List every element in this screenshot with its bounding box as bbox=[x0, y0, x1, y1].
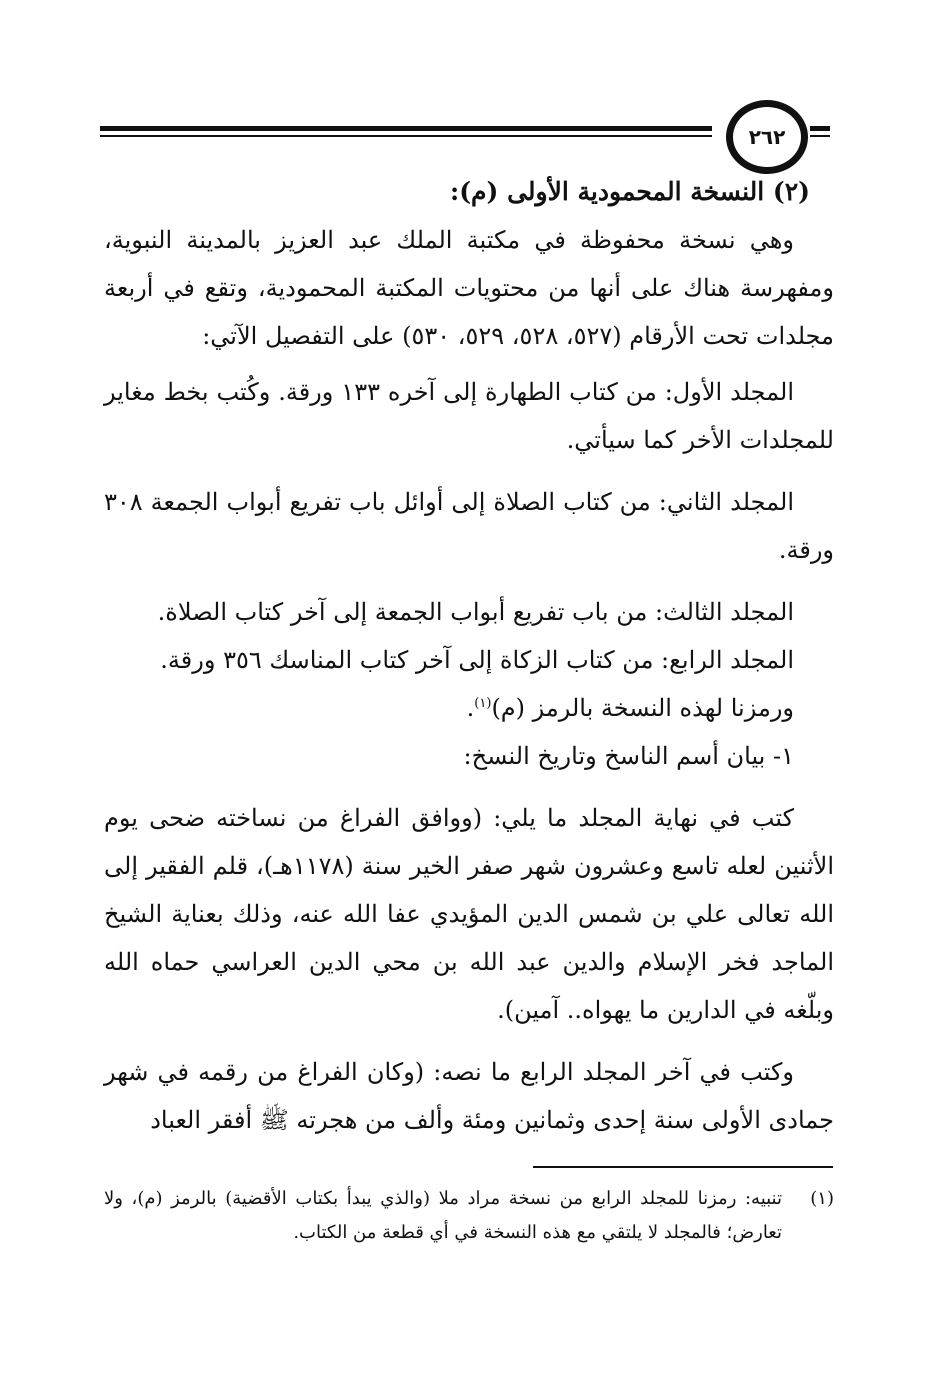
paragraph-volume-3: المجلد الثالث: من باب تفريع أبواب الجمعة إلى آخر كتاب الصلاة. bbox=[157, 598, 794, 626]
footnote-number: (١) bbox=[810, 1188, 834, 1209]
subheading-copyist: ١- بيان أسم الناسخ وتاريخ النسخ: bbox=[463, 742, 794, 770]
footnote-reference: (١) bbox=[474, 696, 492, 711]
footnote-text: تنبيه: رمزنا للمجلد الرابع من نسخة مراد ملا (والذي يبدأ بكتاب الأقضية) بالرمز (م)، ولا تعارض؛ فالمجلد لا يلتقي مع هذه النسخة في أي قطعة من الكتاب. bbox=[104, 1188, 782, 1243]
symbol-line-end: . bbox=[466, 694, 475, 722]
paragraph-volume-2: المجلد الثاني: من كتاب الصلاة إلى أوائل باب تفريع أبواب الجمعة ٣٠٨ ورقة. bbox=[104, 488, 834, 564]
footnote-item bbox=[104, 1182, 834, 1250]
page-number: ٢٦٢ bbox=[748, 125, 786, 149]
header-rule-thin bbox=[100, 135, 712, 137]
main-text bbox=[104, 168, 834, 1144]
paragraph-volume-1: المجلد الأول: من كتاب الطهارة إلى آخره ١٣٣ ورقة. وكُتب بخط مغاير للمجلدات الأخر كما سيأتي. bbox=[104, 378, 834, 454]
section-title: (٢) النسخة المحمودية الأولى (م): bbox=[450, 177, 810, 206]
paragraph-description: وهي نسخة محفوظة في مكتبة الملك عبد العزيز بالمدينة النبوية، ومفهرسة هناك على أنها من محتويات المكتبة المحمودية، وتقع في أربعة مجلدات تحت الأرقام (٥٢٧، ٥٢٨، ٥٢٩، ٥٣٠) على التفصيل الآتي: bbox=[104, 226, 834, 350]
paragraph-volume-4: المجلد الرابع: من كتاب الزكاة إلى آخر كتاب المناسك ٣٥٦ ورقة. bbox=[160, 646, 794, 674]
header-rule-right-thin bbox=[810, 135, 830, 137]
footnotes bbox=[104, 1182, 834, 1250]
paragraph-colophon-1: كتب في نهاية المجلد ما يلي: (ووافق الفراغ من نساخته ضحى يوم الأثنين لعله تاسع وعشرون شهر صفر الخير سنة (١١٧٨هـ)، قلم الفقير إلى الله تعالى علي بن شمس الدين المؤيدي عفا الله عنه، وذلك بعناية الشيخ الماجد فخر الإسلام والدين عبد الله بن محي الدين العراسي حماه الله وبلّغه في الدارين ما يهواه.. آمين). bbox=[104, 804, 834, 1024]
symbol-line-text: ورمزنا لهذه النسخة بالرمز (م) bbox=[491, 694, 794, 722]
header-rule-right-thick bbox=[810, 126, 830, 131]
footnote-divider bbox=[533, 1166, 833, 1168]
paragraph-symbol bbox=[104, 684, 834, 732]
paragraph-colophon-2: وكتب في آخر المجلد الرابع ما نصه: (وكان الفراغ من رقمه في شهر جمادى الأولى سنة إحدى وثمانين ومئة وألف من هجرته ﷺ أفقر العباد bbox=[104, 1058, 834, 1134]
page-number-circle bbox=[726, 100, 808, 174]
header-rule-thick bbox=[100, 126, 712, 131]
